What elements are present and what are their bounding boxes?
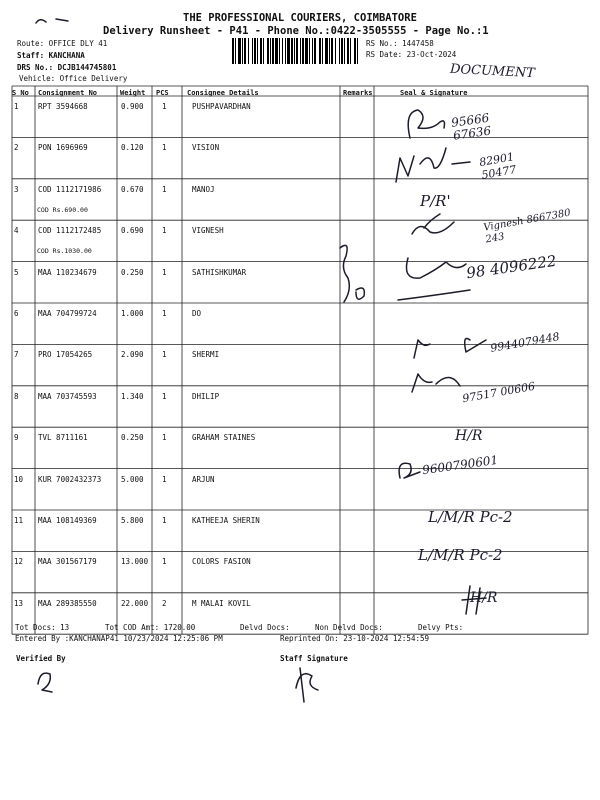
row-consignment-no: RPT 3594668 — [38, 102, 88, 111]
route-label: Route: OFFICE DLY 41 — [17, 39, 108, 48]
row-consignee: M MALAI KOVIL — [192, 598, 251, 608]
row-consignment-no: PRO 17054265 — [38, 350, 93, 360]
entered-by: Entered By :KANCHANAP41 10/23/2024 12:25:06 PM — [15, 634, 223, 643]
row10-handwritten-phone: 9600790601 — [421, 452, 499, 478]
row-consignee: COLORS FASION — [192, 557, 251, 567]
header-pcs: PCS — [156, 89, 169, 97]
row-pcs: 1 — [162, 391, 167, 401]
row-sno: 2 — [14, 143, 19, 153]
row-sno: 6 — [14, 309, 19, 318]
reprinted-on: Reprinted On: 23-10-2024 12:54:59 — [280, 634, 430, 643]
row-consignee: SATHISHKUMAR — [192, 267, 247, 277]
row-consignee: PUSHPAVARDHAN — [192, 102, 251, 111]
row-weight: 0.250 — [121, 267, 144, 277]
row13-handwritten-note: H/R — [470, 590, 498, 606]
row-pcs: 1 — [162, 102, 167, 111]
staff-label: Staff: KANCHANA — [17, 51, 85, 60]
delivery-points: Delvy Pts: — [418, 623, 464, 632]
runsheet-subtitle: Delivery Runsheet - P41 - Phone No.:0422-3505555 - Page No.:1 — [103, 25, 489, 37]
header-signature: Seal & Signature — [400, 89, 468, 97]
row-consignee: VISION — [192, 143, 220, 153]
row-sno: 13 — [14, 598, 24, 608]
row-sno: 12 — [14, 557, 24, 567]
row-pcs: 1 — [162, 350, 167, 360]
row11-handwritten-note: L/M/R Pc-2 — [428, 508, 513, 526]
row-weight: 5.800 — [121, 516, 144, 525]
delivered-docs: Delvd Docs: — [240, 623, 290, 632]
row-consignment-no: MAA 110234679 — [38, 267, 97, 277]
non-delivered-docs: Non Delvd Docs: — [315, 623, 383, 632]
row-consignment-no: COD 1112171986 — [38, 184, 102, 194]
header-consignee: Consignee Details — [187, 89, 259, 97]
row-consignment-no: TVL 8711161 — [38, 433, 88, 443]
row-sno: 8 — [14, 391, 19, 401]
row-consignment-no: COD 1112172485 — [38, 226, 102, 236]
row4-handwritten-phone: Vignesh 8667380 243 — [482, 207, 572, 246]
row-weight: 13.000 — [121, 557, 149, 567]
row-pcs: 1 — [162, 184, 167, 194]
vehicle-label: Vehicle: Office Delivery — [19, 74, 128, 83]
row-pcs: 2 — [162, 598, 167, 608]
header-remarks: Remarks — [343, 89, 373, 97]
rs-date: RS Date: 23-Oct-2024 — [366, 50, 457, 59]
drs-label: DRS No.: DCJB144745801 — [17, 63, 117, 72]
header-sno: S No — [12, 89, 29, 97]
row7-handwritten-phone: 9944079448 — [489, 330, 561, 355]
total-cod-amount: Tot COD Amt: 1720.00 — [105, 623, 196, 632]
row-consignment-no: MAA 289385550 — [38, 598, 97, 608]
row-pcs: 1 — [162, 267, 167, 277]
verified-by-label: Verified By — [16, 654, 66, 663]
staff-signature-label: Staff Signature — [280, 654, 348, 663]
row3-handwritten-note: P/R' — [420, 192, 451, 210]
header-weight: Weight — [120, 89, 146, 97]
row-pcs: 1 — [162, 474, 167, 484]
row-weight: 1.340 — [121, 391, 144, 401]
row-cod-amount: COD Rs.690.00 — [37, 205, 88, 214]
row-consignment-no: PON 1696969 — [38, 143, 88, 153]
header-consignment: Consignment No — [38, 89, 98, 97]
row-sno: 7 — [14, 350, 19, 360]
row-weight: 5.000 — [121, 474, 144, 484]
row5-handwritten-phone: 98 4096222 — [465, 251, 558, 283]
row-pcs: 1 — [162, 433, 167, 443]
row-consignee: GRAHAM STAINES — [192, 433, 256, 443]
document-handwritten-note: DOCUMENT — [449, 61, 536, 82]
row-pcs: 1 — [162, 557, 167, 567]
row-consignee: DO — [192, 309, 202, 318]
row-cod-amount: COD Rs.1030.00 — [37, 247, 92, 256]
row-consignee: DHILIP — [192, 391, 220, 401]
row-weight: 0.900 — [121, 102, 144, 111]
row-consignee: MANOJ — [192, 184, 215, 194]
row-consignment-no: MAA 108149369 — [38, 516, 97, 525]
row-sno: 4 — [14, 226, 19, 236]
row12-handwritten-note: L/M/R Pc-2 — [418, 546, 503, 564]
row-weight: 0.670 — [121, 184, 144, 194]
row-consignee: SHERMI — [192, 350, 220, 360]
row9-handwritten-note: H/R — [455, 428, 483, 444]
total-docs: Tot Docs: 13 — [15, 623, 70, 632]
row-weight: 0.690 — [121, 226, 144, 236]
row-pcs: 1 — [162, 516, 167, 525]
row-weight: 0.250 — [121, 433, 144, 443]
row-consignee: ARJUN — [192, 474, 215, 484]
row-sno: 3 — [14, 184, 19, 194]
company-title: THE PROFESSIONAL COURIERS, COIMBATORE — [183, 12, 417, 24]
row-sno: 9 — [14, 433, 19, 443]
row-sno: 5 — [14, 267, 19, 277]
row-pcs: 1 — [162, 143, 167, 153]
row-consignment-no: KUR 7002432373 — [38, 474, 102, 484]
row-consignment-no: MAA 704799724 — [38, 309, 97, 318]
row-consignee: VIGNESH — [192, 226, 224, 236]
row-weight: 1.000 — [121, 309, 144, 318]
row1-handwritten-phone: 95666 67636 — [450, 110, 492, 143]
row-sno: 1 — [14, 102, 19, 111]
row-weight: 22.000 — [121, 598, 149, 608]
row-sno: 10 — [14, 474, 24, 484]
rs-no: RS No.: 1447458 — [366, 39, 434, 48]
row-weight: 2.090 — [121, 350, 144, 360]
row2-handwritten-phone: 82901 50477 — [478, 150, 518, 182]
row-pcs: 1 — [162, 309, 167, 318]
row-sno: 11 — [14, 516, 24, 525]
row8-handwritten-phone: 97517 00606 — [461, 379, 537, 406]
row-pcs: 1 — [162, 226, 167, 236]
row-weight: 0.120 — [121, 143, 144, 153]
row-consignment-no: MAA 301567179 — [38, 557, 97, 567]
row-consignee: KATHEEJA SHERIN — [192, 516, 260, 525]
row-consignment-no: MAA 703745593 — [38, 391, 97, 401]
